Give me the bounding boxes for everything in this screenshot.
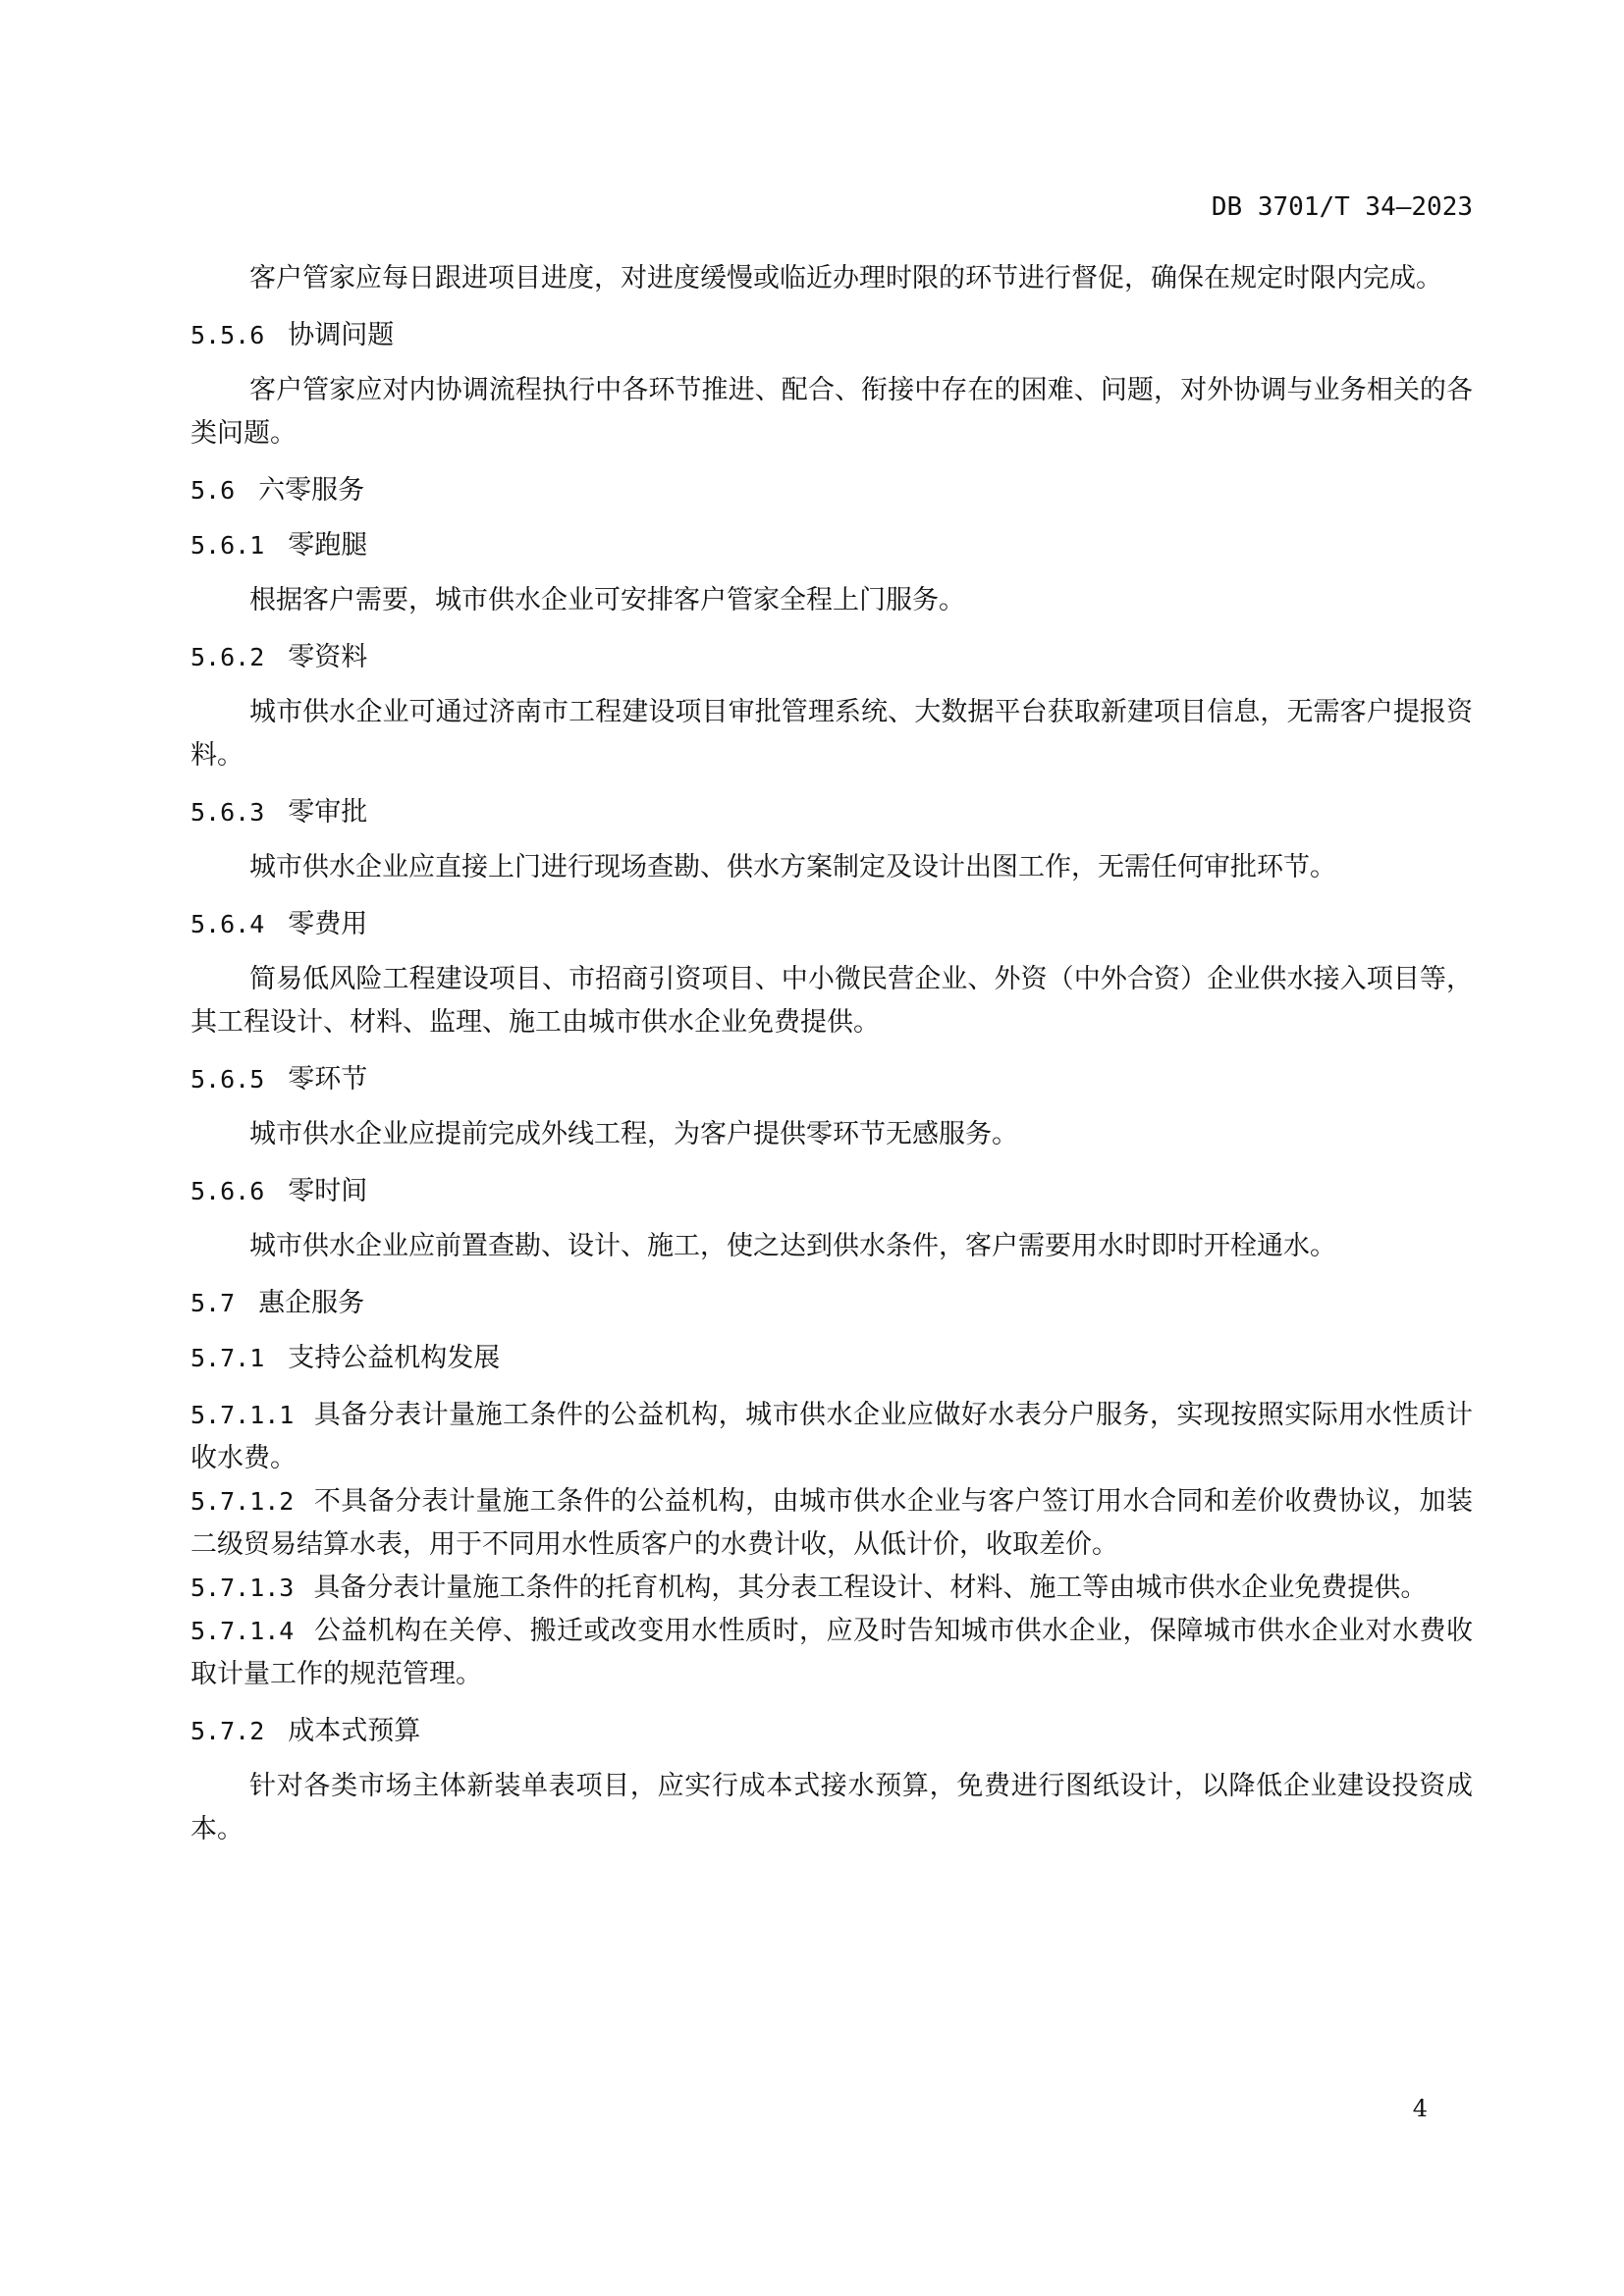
section-5-5-6 — [190, 316, 1473, 455]
section-heading: 5.6.4 零费用 — [190, 909, 368, 939]
clause-list — [190, 1394, 1473, 1696]
section-5-6-2 — [190, 638, 1473, 777]
intro-paragraph: 客户管家应每日跟进项目进度，对进度缓慢或临近办理时限的环节进行督促，确保在规定时限内完成。 — [249, 263, 1442, 294]
section-5-7-2 — [190, 1712, 1473, 1851]
page-number: 4 — [1412, 2095, 1428, 2122]
section-5-6 — [190, 471, 1473, 510]
section-heading: 5.6 六零服务 — [190, 475, 365, 506]
section-paragraph: 根据客户需要，城市供水企业可安排客户管家全程上门服务。 — [249, 585, 965, 615]
section-paragraph: 城市供水企业可通过济南市工程建设项目审批管理系统、大数据平台获取新建项目信息，无需客户提报资料。 — [190, 697, 1473, 771]
section-heading: 5.6.1 零跑腿 — [190, 530, 368, 561]
section-paragraph: 客户管家应对内协调流程执行中各环节推进、配合、衔接中存在的困难、问题，对外协调与业务相关的各类问题。 — [190, 375, 1473, 449]
section-heading: 5.6.6 零时间 — [190, 1176, 368, 1206]
section-5-6-4 — [190, 905, 1473, 1044]
clause-item: 5.7.1.3 具备分表计量施工条件的托育机构，其分表工程设计、材料、施工等由城市供水企业免费提供。 — [190, 1573, 1428, 1603]
section-heading: 5.6.5 零环节 — [190, 1064, 368, 1095]
section-heading: 5.7.1 支持公益机构发展 — [190, 1343, 501, 1373]
section-heading: 5.5.6 协调问题 — [190, 320, 395, 350]
section-5-6-3 — [190, 793, 1473, 889]
clause-item: 5.7.1.2 不具备分表计量施工条件的公益机构，由城市供水企业与客户签订用水合同和差价收费协议，加装二级贸易结算水表，用于不同用水性质客户的水费计收，从低计价，收取差价。 — [190, 1486, 1473, 1560]
section-5-6-6 — [190, 1172, 1473, 1268]
section-heading: 5.7 惠企服务 — [190, 1288, 365, 1318]
document-body — [190, 257, 1473, 1865]
section-heading: 5.6.3 零审批 — [190, 797, 368, 828]
section-heading: 5.6.2 零资料 — [190, 642, 368, 672]
section-paragraph: 针对各类市场主体新装单表项目，应实行成本式接水预算，免费进行图纸设计，以降低企业建设投资成本。 — [190, 1771, 1473, 1844]
clause-item: 5.7.1.4 公益机构在关停、搬迁或改变用水性质时，应及时告知城市供水企业，保障城市供水企业对水费收取计量工作的规范管理。 — [190, 1616, 1473, 1689]
section-5-6-1 — [190, 526, 1473, 622]
clause-item: 5.7.1.1 具备分表计量施工条件的公益机构，城市供水企业应做好水表分户服务，实现按照实际用水性质计收水费。 — [190, 1400, 1473, 1473]
section-paragraph: 城市供水企业应提前完成外线工程，为客户提供零环节无感服务。 — [249, 1119, 1018, 1149]
document-code: DB 3701/T 34—2023 — [1211, 192, 1473, 222]
section-paragraph: 城市供水企业应直接上门进行现场查勘、供水方案制定及设计出图工作，无需任何审批环节。 — [249, 852, 1336, 882]
section-5-6-5 — [190, 1060, 1473, 1156]
section-5-7 — [190, 1284, 1473, 1323]
section-paragraph: 简易低风险工程建设项目、市招商引资项目、中小微民营企业、外资（中外合资）企业供水接入项目等，其工程设计、材料、监理、施工由城市供水企业免费提供。 — [190, 964, 1473, 1038]
section-paragraph: 城市供水企业应前置查勘、设计、施工，使之达到供水条件，客户需要用水时即时开栓通水。 — [249, 1231, 1336, 1261]
section-5-7-1 — [190, 1339, 1473, 1696]
section-heading: 5.7.2 成本式预算 — [190, 1716, 421, 1746]
